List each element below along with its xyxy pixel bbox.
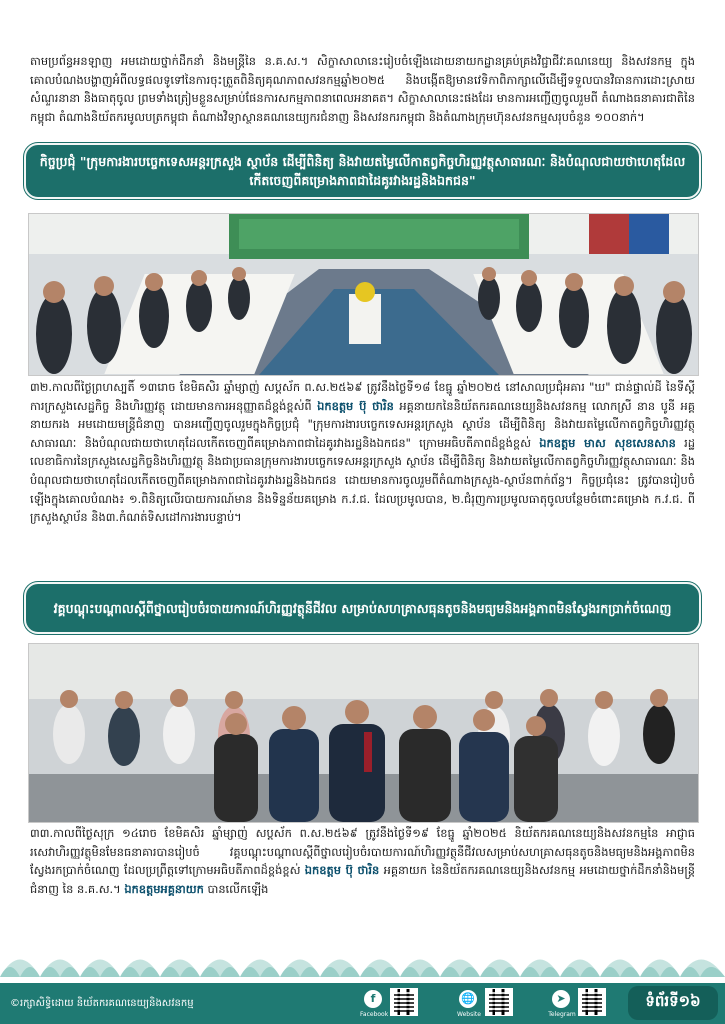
decorative-ornament-strip [0,937,725,977]
banner-title: កិច្ចប្រជុំ "ក្រុមការងារបច្ចេកទេសអន្តរក្រសួង ស្ថាប័ន ដើម្បីពិនិត្យ និងវាយតម្លៃលើកាតព្វកិច្ចហិរញ្ញវត្ថុសាធារណៈ និងបំណុលជាយថាហេតុដែលកើតចេញពីគម្រោងភាពជាដៃគូរវាងរដ្ឋនិងឯកជន" [39,154,686,188]
website-label: Website [457,1011,481,1018]
copyright-text: ©រក្សាសិទ្ធិដោយ និយ័តករគណនេយ្យនិងសវនកម្ម [10,998,194,1009]
official-name-3: ឯកឧត្តម ប៊ុ ថារិន [304,863,380,878]
page-footer [0,983,725,1024]
globe-icon: 🌐 [459,990,477,1008]
meeting-paragraph [30,378,695,527]
facebook-icon: f [364,990,382,1008]
training-text-3: បានលើកឡើង [203,881,269,896]
page-number-text: ទំព័រទី១៦ [645,992,701,1010]
training-group-photo [28,643,699,823]
training-paragraph [30,824,695,898]
website-link[interactable] [455,986,515,1022]
training-text-2: អគ្គនាយក នៃនិយ័តករគណនេយ្យនិងសវនកម្ម អមដោយថ្នាក់ដឹកនាំនិងមន្ត្រីជំនាញ នៃ ន.គ.ស.។ [30,863,695,896]
meeting-text-1: ៣២.កាលពីថ្ងៃព្រហស្បតិ៍ ១៣រោច ខែមិគសិរ ឆ្នាំម្សាញ់ សប្តស័ក ព.ស.២៥៦៩ ត្រូវនឹងថ្ងៃទី១៨ ខែធ្នូ ឆ្នាំ២០២៥ នៅសាលប្រជុំអគារ "ឃ" ជាន់ផ្ទាល់ដី នៃទីស្តីការក្រសួងសេដ្ឋកិច្ច និងហិរញ្ញវត្ថុ ដោយមានការអនុញ្ញាតដ៏ខ្ពង់ខ្ពស់ពី [30,380,695,413]
official-title: ឯកឧត្តមអគ្គនាយក [124,881,204,896]
telegram-icon: ➤ [552,990,570,1008]
telegram-link[interactable] [548,986,608,1022]
section-banner-meeting [24,143,701,199]
section-banner-training [24,582,701,634]
telegram-label: Telegram [548,1011,576,1018]
meeting-text-3: រដ្ឋលេខាធិការនៃក្រសួងសេដ្ឋកិច្ចនិងហិរញ្ញវត្ថុ និងជាប្រធានក្រុមការងារបច្ចេកទេសអន្តរក្រសួង ស្ថាប័ន ដើម្បីពិនិត្យ និងវាយតម្លៃលើកាតព្វកិច្ចហិរញ្ញវត្ថុសាធារណៈ និងបំណុលជាយថាហេតុដែលកើតចេញពីគម្រោងភាពជាដៃគូរវាងរដ្ឋនិងឯកជន ដោយមានការចូលរួមពីតំណាងក្រសួង-ស្ថាប័នពាក់ព័ន្ធ។ កិច្ចប្រជុំនេះ ត្រូវបានរៀបចំឡើងក្នុងគោលបំណង៖ ១.ពិនិត្យលើរបាយការណ៍មាន និងទិន្នន័យគម្រោង ក.វ.ជ. ដែលប្រមូលបាន, ២.ជំរុញការប្រមូលធាតុចូលបន្ថែមចំពោះគម្រោង ក.វ.ជ. ពីក្រសួងស្ថាប័ន និង៣.កំណត់ទិសដៅការងារបន្ទាប់។ [30,435,696,525]
telegram-qr-code [578,988,606,1016]
page-number [628,986,718,1020]
official-name-1: ឯកឧត្តម ប៊ុ ថារិន [317,398,394,413]
facebook-qr-code [390,988,418,1016]
facebook-label: Facebook [360,1011,389,1018]
training-text-1: ៣៣.កាលពីថ្ងៃសុក្រ ១៤រោច ខែមិគសិរ ឆ្នាំម្សាញ់ សប្តស័ក ព.ស.២៥៦៩ ត្រូវនឹងថ្ងៃទី១៩ ខែធ្នូ ឆ្នាំ២០២៥ និយ័តករគណនេយ្យនិងសវនកម្មនៃ អាជ្ញាធរសេវាហិរញ្ញវត្ថុមិនមែនធនាគារបានរៀបចំ វគ្គបណ្តុះបណ្តាលស្តីពីថ្នាលរៀបចំរបាយការណ៍ហិរញ្ញវត្ថុនីជីវលសម្រាប់សហគ្រាសធុនតូចនិងមធ្យមនិងអង្គភាពមិនស្វែងរកប្រាក់ចំណេញ ដែលប្រព្រឹត្តទៅក្រោមអធិបតីភាពដ៏ខ្ពង់ខ្ពស់ [30,826,695,878]
website-qr-code [485,988,513,1016]
facebook-link[interactable] [360,986,420,1022]
meeting-text-2: អគ្គនាយកនៃនិយ័តករគណនេយ្យនិងសវនកម្ម លោកស្រី នាន បូនី អគ្គនាយករង អមដោយមន្ត្រីជំនាញ បានអញ្ជើញចូលរួមក្នុងកិច្ចប្រជុំ "ក្រុមការងារបច្ចេកទេសអន្តរក្រសួង ស្ថាប័ន ដើម្បីពិនិត្យ និងវាយតម្លៃលើកាតព្វកិច្ចហិរញ្ញវត្ថុសាធារណៈ និងបំណុលជាយថាហេតុដែលកើតចេញពីគម្រោងភាពជាដៃគូរវាងរដ្ឋនិងឯកជន" ក្រោមអធិបតីភាពដ៏ខ្ពង់ខ្ពស់ [30,398,695,450]
official-name-2: ឯកឧត្តម មាស សុខសេនសាន [539,435,676,450]
intro-paragraph: តាមប្រព័ន្ធអនឡាញ អមដោយថ្នាក់ដឹកនាំ និងមន្ត្រីនៃ ន.គ.ស.។ សិក្ខាសាលានេះរៀបចំឡើងដោយនាយកដ្ឋានគ្រប់គ្រងវិជ្ជាជីវៈគណនេយ្យ និងសវនកម្ម ក្នុងគោលបំណងបង្ហាញអំពីលទ្ធផលទូទៅនៃការចុះត្រួតពិនិត្យគុណភាពសវនកម្មឆ្នាំ២០២៥ និងបង្កើតឱ្យមានវេទិកាពិភាក្សាលើដើម្បីទទួលបានវិធានការដោះស្រាយ សំណួរនានា និងធាតុចូល ព្រមទាំងត្រៀមខ្លួនសម្រាប់ផែនការសកម្មភាពនាពេលអនាគត។ សិក្ខាសាលានេះផងដែរ មានការអញ្ជើញចូលរួមពី តំណាងធនាគារជាតិនៃកម្ពុជា តំណាងនិយ័តករមូលបត្រកម្ពុជា តំណាងវិទ្យាស្ថានគណនេយ្យករជំនាញ និងសវនករកម្ពុជា និងតំណាងក្រុមហ៊ុនសវនកម្មសរុបចំនួន ១០០នាក់។ [30,54,695,124]
meeting-photo [28,213,699,376]
banner-title: វគ្គបណ្តុះបណ្តាលស្តីពីថ្នាលរៀបចំរបាយការណ៍ហិរញ្ញវត្ថុនីជីវល សម្រាប់សហគ្រាសធុនតូចនិងមធ្យមនិងអង្គភាពមិនស្វែងរកប្រាក់ចំណេញ [53,600,672,616]
